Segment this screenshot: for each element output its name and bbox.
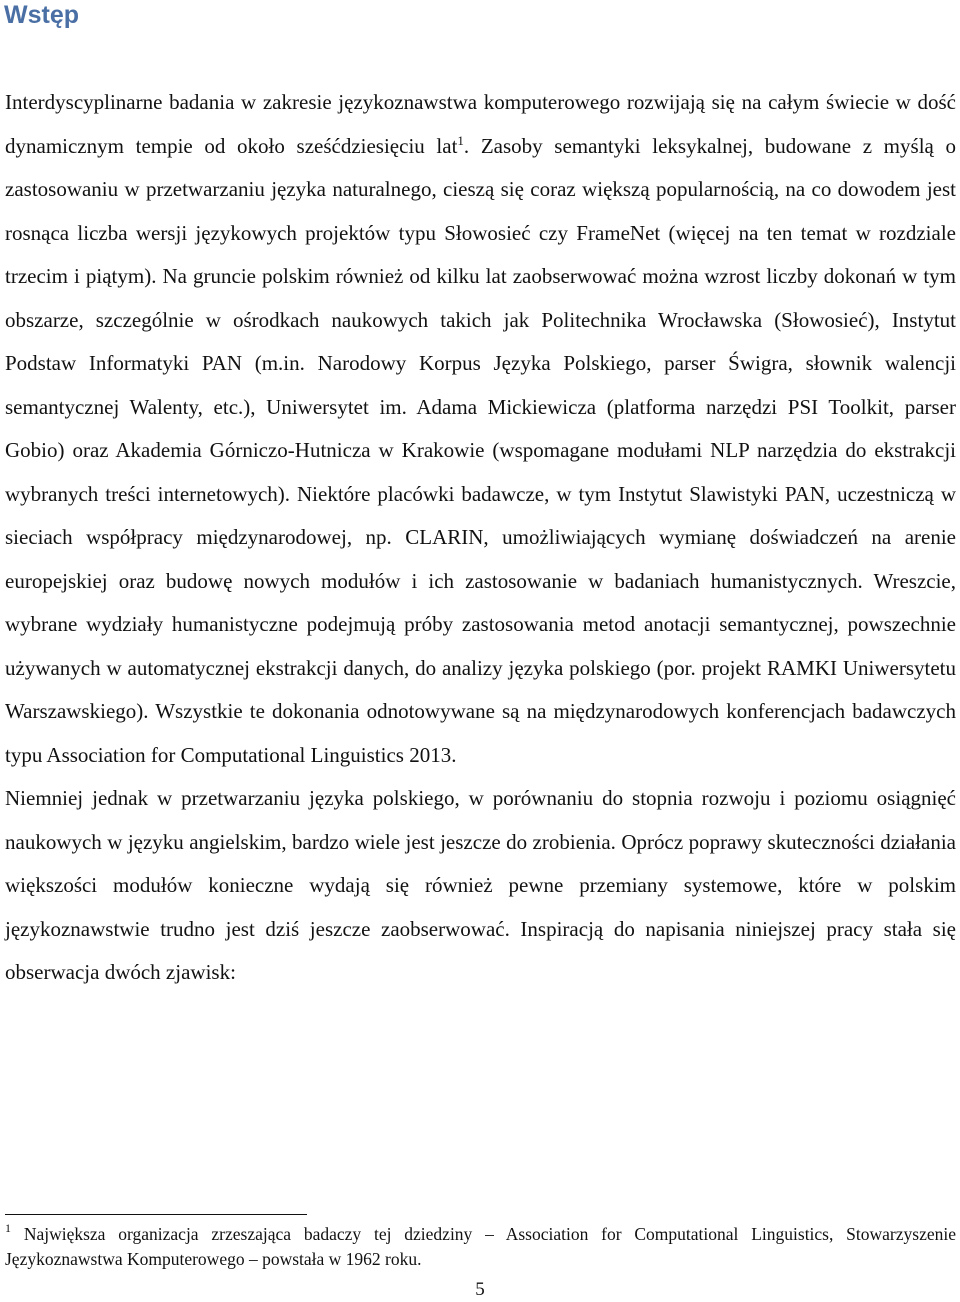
paragraph-1 <box>5 81 956 777</box>
paragraph-1-part-2: . Zasoby semantyki leksykalnej, budowane z myślą o zastosowaniu w przetwarzaniu języka naturalnego, cieszą się coraz większą popularnością, na co dowodem jest rosnąca liczba wersji językowych projektów typu Słowosieć czy FrameNet (więcej na ten temat w rozdziale trzecim i piątym). Na gruncie polskim również od kilku lat zaobserwować można wzrost liczby dokonań w tym obszarze, szczególnie w ośrodkach naukowych takich jak Politechnika Wrocławska (Słowosieć), Instytut Podstaw Informatyki PAN (m.in. Narodowy Korpus Języka Polskiego, parser Świgra, słownik walencji semantycznej Walenty, etc.), Uniwersytet im. Adama Mickiewicza (platforma narzędzi PSI Toolkit, parser Gobio) oraz Akademia Górniczo-Hutnicza w Krakowie (wspomagane modułami NLP narzędzia do ekstrakcji wybranych treści internetowych). Niektóre placówki badawcze, w tym Instytut Slawistyki PAN, uczestniczą w sieciach współpracy międzynarodowej, np. CLARIN, umożliwiających wymianę doświadczeń na arenie europejskiej oraz budowę nowych modułów i ich zastosowanie w badaniach humanistycznych. Wreszcie, wybrane wydziały humanistyczne podejmują próby zastosowania metod anotacji semantycznej, powszechnie używanych w automatycznej ekstrakcji danych, do analizy języka polskiego (por. projekt RAMKI Uniwersytetu Warszawskiego). Wszystkie te dokonania odnotowywane są na międzynarodowych konferencjach badawczych typu Association for Computational Linguistics 2013. <box>5 133 956 767</box>
paragraph-2: Niemniej jednak w przetwarzaniu języka polskiego, w porównaniu do stopnia rozwoju i poziomu osiągnięć naukowych w języku angielskim, bardzo wiele jest jeszcze do zrobienia. Oprócz poprawy skuteczności działania większości modułów konieczne wydają się również pewne przemiany systemowe, które w polskim językoznawstwie trudno jest dziś jeszcze zaobserwować. Inspiracją do napisania niniejszej pracy stała się obserwacja dwóch zjawisk: <box>5 786 956 984</box>
footnote-separator <box>5 1214 307 1215</box>
footnote-marker: 1 <box>5 1221 11 1235</box>
body-text <box>5 81 956 995</box>
page-number: 5 <box>475 1279 485 1300</box>
section-heading: Wstęp <box>4 1 79 29</box>
footnote-reference: 1 <box>457 132 464 148</box>
footnote-text: Największa organizacja zrzeszająca badaczy tej dziedziny – Association for Computational Linguistics, Stowarzyszenie Językoznawstwa Komputerowego – powstała w 1962 roku. <box>5 1224 956 1269</box>
footnote <box>5 1222 956 1272</box>
paragraph-1-part-1: Interdyscyplinarne badania w zakresie językoznawstwa komputerowego rozwijają się na całym świecie w dość dynamicznym tempie od około sześćdziesięciu lat <box>5 90 956 158</box>
